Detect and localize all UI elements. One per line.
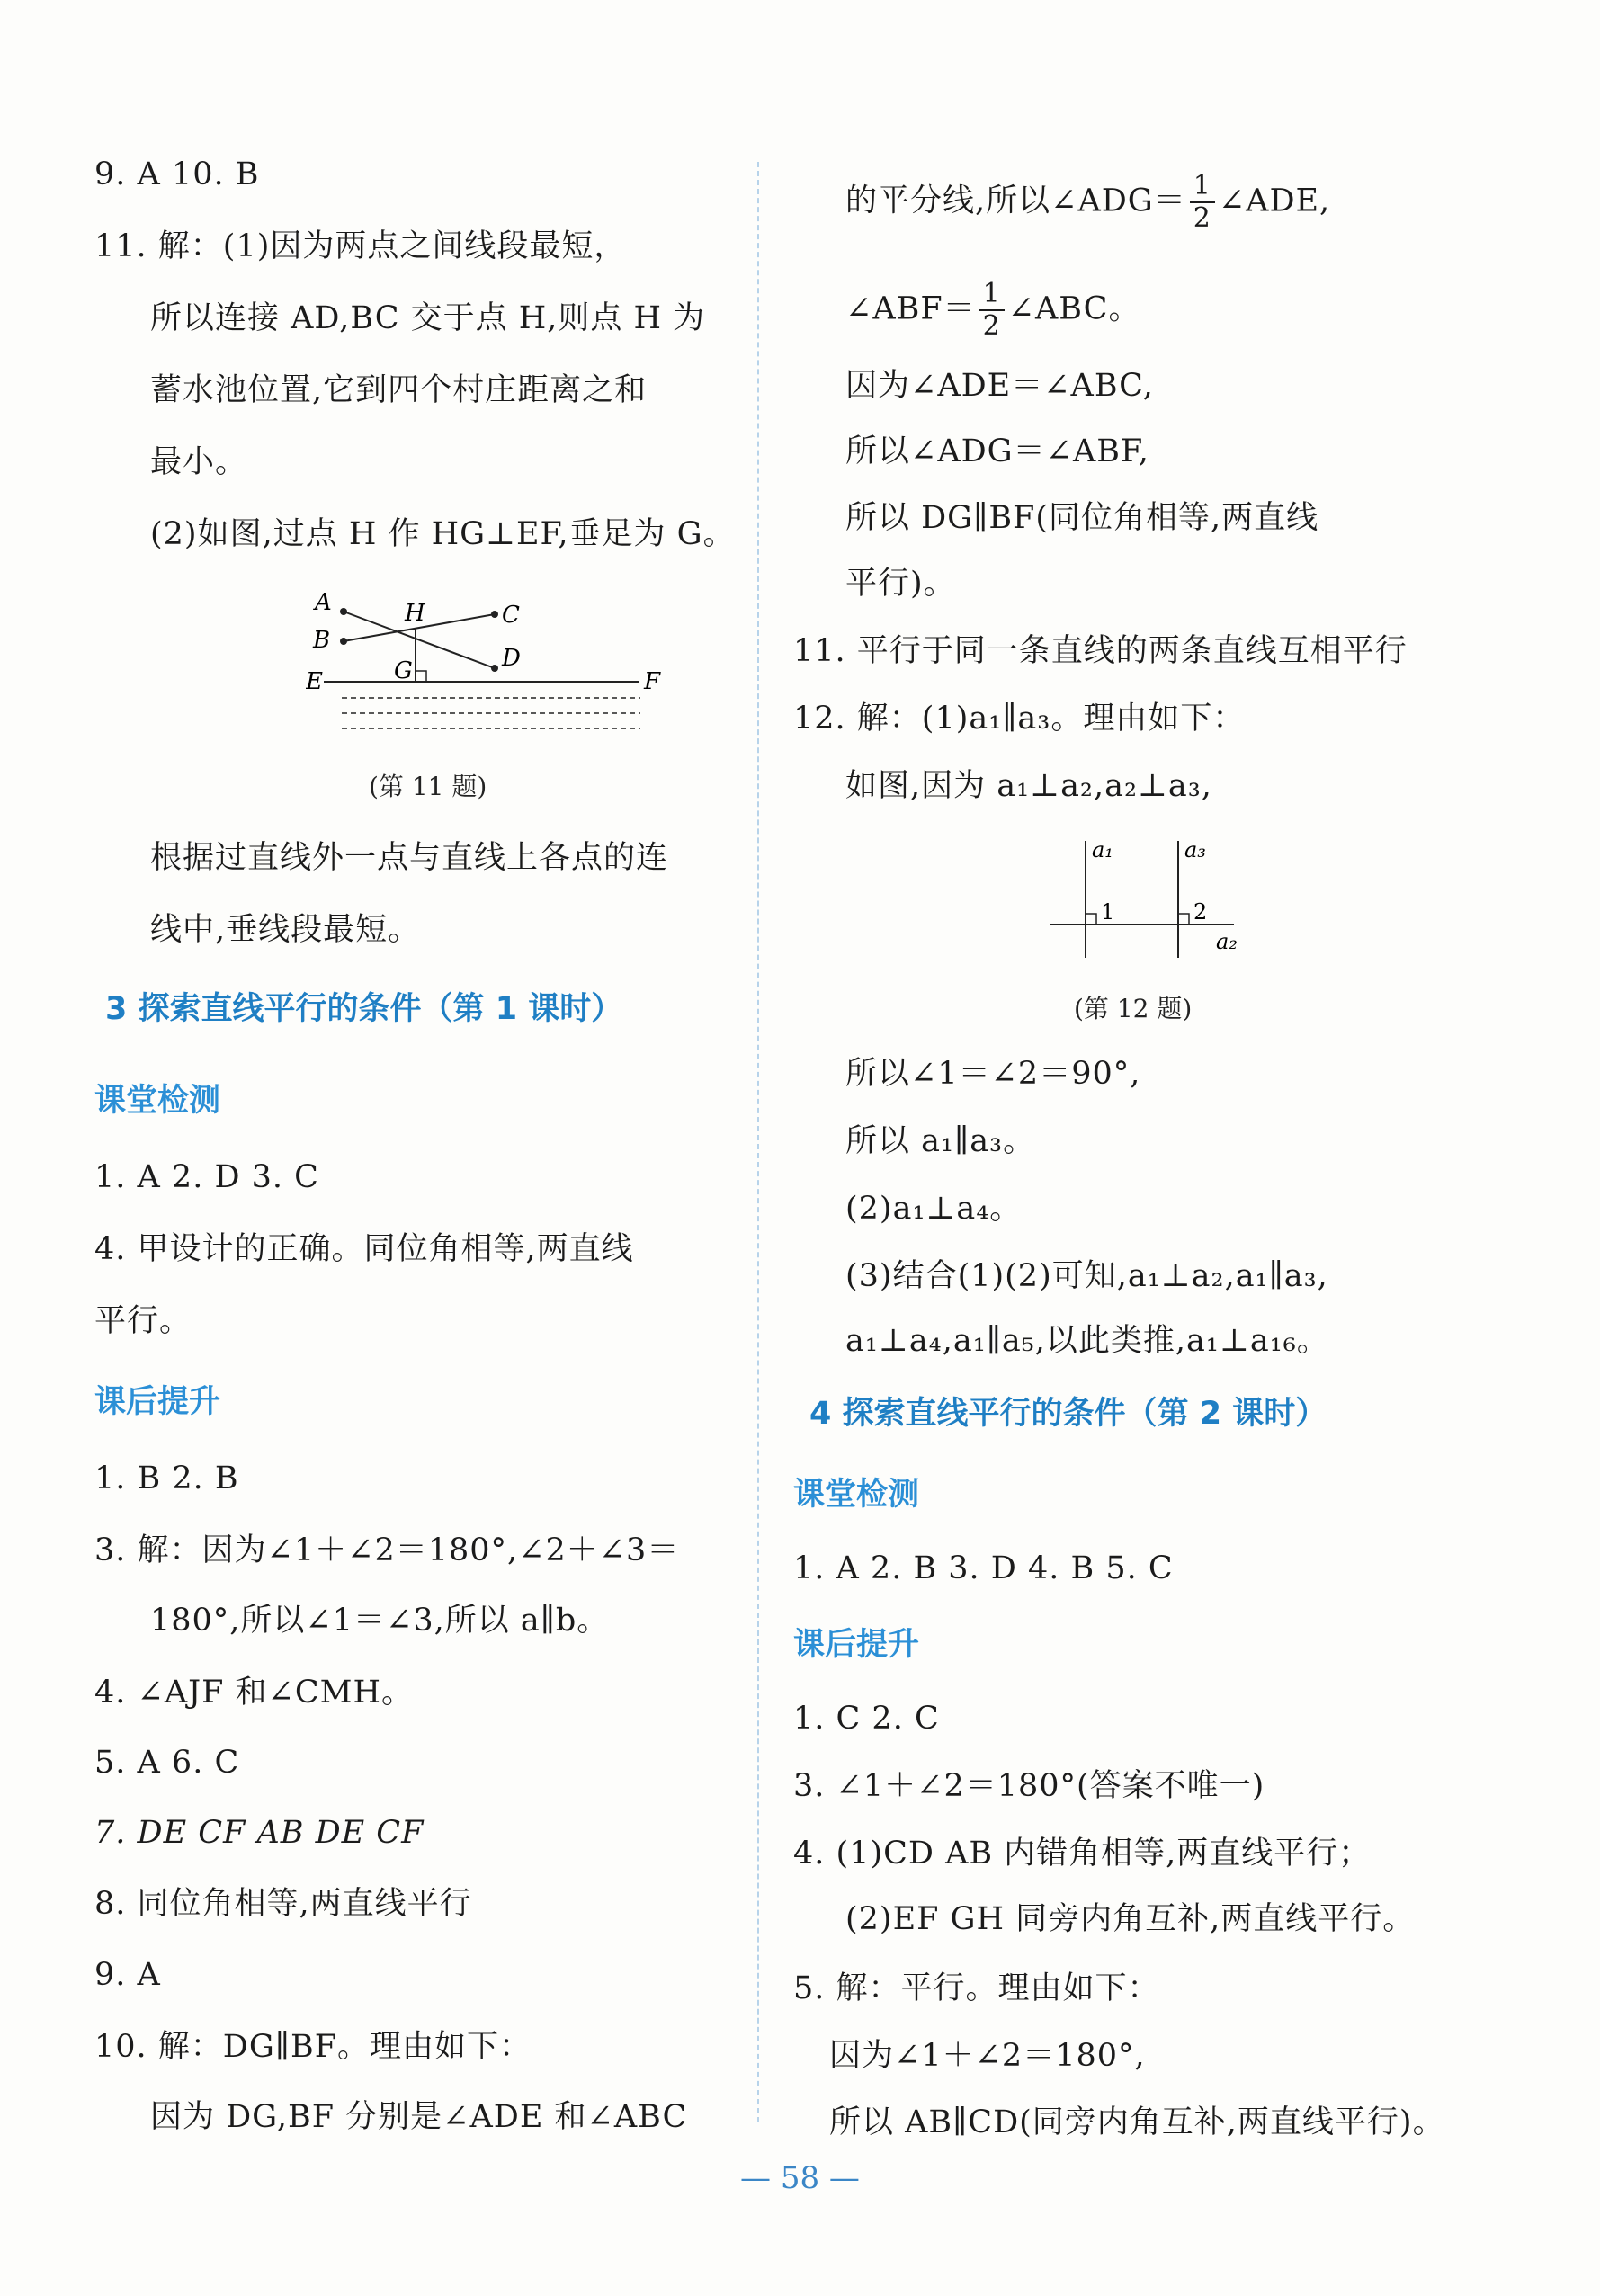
answer-line: (2)如图,过点 H 作 HG⊥EF,垂足为 G。 [150,516,736,552]
answer-line: 9. A [94,1957,161,1993]
subheading-ketang: 课堂检测 [94,1083,221,1119]
subheading-kehou: 课后提升 [94,1384,221,1420]
answer-line: 所以∠1＝∠2＝90°, [845,1056,1141,1092]
answer-line: (2)EF GH 同旁内角互补,两直线平行。 [845,1901,1416,1937]
answer-line: 因为∠ADE＝∠ABC, [845,368,1154,404]
label-a3: a₃ [1184,837,1206,862]
answer-line: 8. 同位角相等,两直线平行 [94,1886,472,1922]
subheading-kehou: 课后提升 [793,1627,920,1663]
answer-line: 所以 AB∥CD(同旁内角互补,两直线平行)。 [829,2104,1445,2140]
answer-line: 因为 DG,BF 分别是∠ADE 和∠ABC [150,2099,688,2135]
fraction-numerator: 1 [979,279,1005,311]
answer-line: 平行)。 [845,566,956,602]
answer-line: 4. 甲设计的正确。同位角相等,两直线 [94,1231,634,1267]
answer-line: 最小。 [150,444,248,480]
answer-line: 根据过直线外一点与直线上各点的连 [150,840,669,876]
right-angle-mark [416,671,426,682]
answer-line: 蓄水池位置,它到四个村庄距离之和 [150,372,648,408]
figure-11-caption: (第 11 题) [369,772,487,801]
subheading-ketang: 课堂检测 [793,1477,920,1513]
left-column [94,0,778,2296]
answer-line: (3)结合(1)(2)可知,a₁⊥a₂,a₁∥a₃, [845,1258,1328,1294]
answer-line: 1. C 2. C [793,1701,940,1737]
answer-line: 11. 平行于同一条直线的两条直线互相平行 [793,633,1408,669]
label-c: C [502,602,520,629]
label-angle-1: 1 [1101,899,1115,925]
answer-line: 11. 解：(1)因为两点之间线段最短， [94,228,627,264]
figure-12 [1045,832,1261,962]
answer-line: 7. DE CF AB DE CF [94,1815,425,1851]
label-a: A [315,589,332,616]
answer-line: 4. ∠AJF 和∠CMH。 [94,1675,415,1711]
label-e: E [306,668,323,695]
fraction-half [1190,171,1215,234]
label-angle-2: 2 [1193,899,1208,925]
text: ∠ADE, [1218,183,1331,219]
figure-12-caption: (第 12 题) [1074,994,1193,1023]
label-a1: a₁ [1092,837,1113,862]
section-4-heading: 4 探索直线平行的条件（第 2 课时） [809,1396,1327,1432]
answer-line [845,171,1330,234]
answer-line: 10. 解：DG∥BF。理由如下： [94,2029,532,2065]
point-d [491,665,498,672]
answer-line: 180°,所以∠1＝∠3,所以 a∥b。 [150,1603,610,1639]
answer-line: 3. 解：因为∠1＋∠2＝180°,∠2＋∠3＝ [94,1532,680,1568]
right-angle-mark-1 [1086,914,1096,925]
text: ∠ABC。 [1007,290,1141,327]
text: 的平分线,所以∠ADG＝ [845,183,1186,219]
answer-line: 9. A 10. B [94,156,260,192]
answer-line: 所以 a₁∥a₃。 [845,1123,1036,1159]
answer-line: 所以连接 AD,BC 交于点 H,则点 H 为 [150,300,706,336]
answer-line: a₁⊥a₄,a₁∥a₅,以此类推,a₁⊥a₁₆。 [845,1323,1329,1359]
answer-line: 3. ∠1＋∠2＝180°(答案不唯一) [793,1768,1265,1804]
figure-11 [306,583,684,745]
label-b: B [313,627,331,654]
label-f: F [644,668,661,695]
point-b [340,638,347,645]
answer-line: 12. 解：(1)a₁∥a₃。理由如下： [793,701,1246,737]
fraction-denominator: 2 [982,310,1001,342]
right-angle-mark-2 [1178,914,1189,925]
page-number: — 58 — [740,2160,860,2196]
label-g: G [394,657,413,684]
answer-line: 因为∠1＋∠2＝180°, [829,2038,1146,2074]
answer-line: 如图,因为 a₁⊥a₂,a₂⊥a₃, [845,768,1212,804]
text: ∠ABF＝ [845,290,976,327]
answer-line: 5. 解：平行。理由如下： [793,1970,1160,2006]
fraction-denominator: 2 [1193,202,1211,234]
point-a [340,608,347,615]
answer-line: (2)a₁⊥a₄。 [845,1191,1023,1227]
label-h: H [405,600,425,627]
answer-line: 线中,垂线段最短。 [150,912,421,948]
answer-line: 平行。 [94,1303,192,1339]
right-column [793,0,1459,2296]
answer-line: 1. B 2. B [94,1461,239,1496]
fraction-half [979,279,1005,342]
section-3-heading: 3 探索直线平行的条件（第 1 课时） [105,991,623,1027]
label-a2: a₂ [1216,929,1238,954]
answer-line: 4. (1)CD AB 内错角相等,两直线平行； [793,1836,1372,1872]
answer-line: 1. A 2. D 3. C [94,1159,319,1195]
label-d: D [502,645,521,672]
point-c [491,611,498,618]
fraction-numerator: 1 [1190,171,1215,203]
answer-line [845,279,1140,342]
answer-line: 所以∠ADG＝∠ABF, [845,433,1149,469]
answer-line: 1. A 2. B 3. D 4. B 5. C [793,1550,1174,1586]
answer-line: 所以 DG∥BF(同位角相等,两直线 [845,500,1319,536]
answer-line: 5. A 6. C [94,1745,240,1781]
